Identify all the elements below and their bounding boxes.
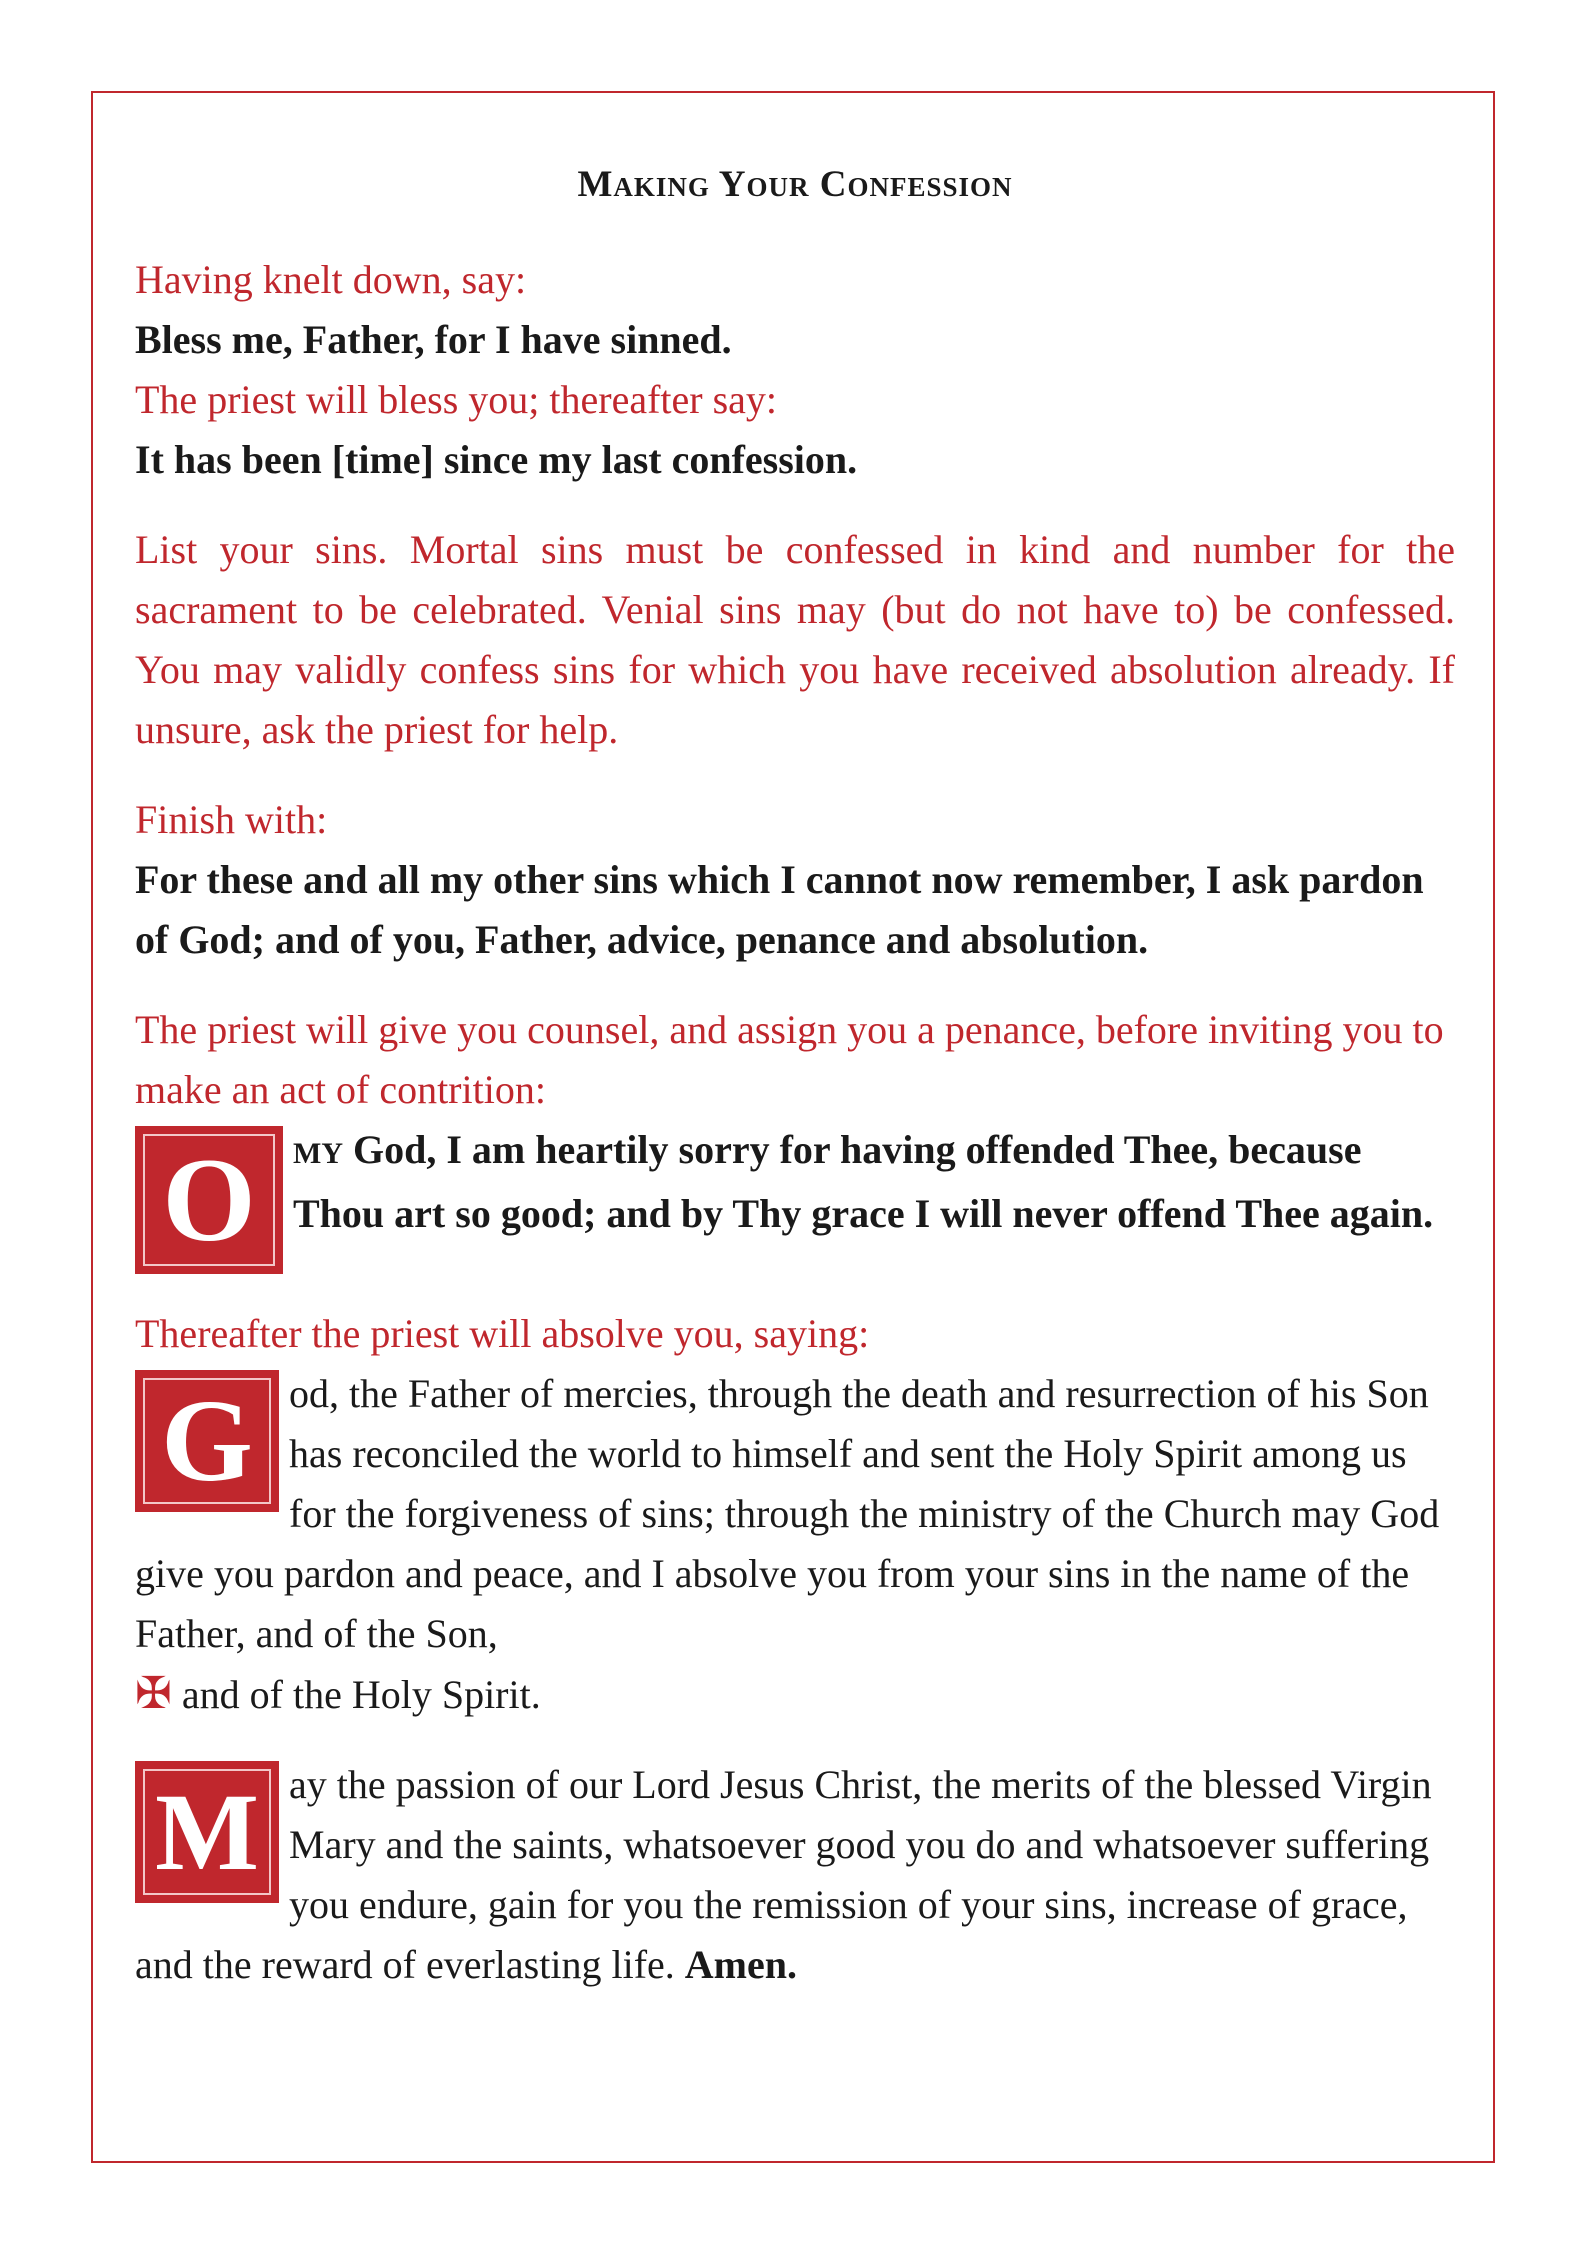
final-prayer [135,1755,1455,1995]
act-of-contrition [135,1120,1455,1274]
cross-icon: ✠ [135,1669,172,1718]
final-prayer-text: ay the passion of our Lord Jesus Christ, the merits of the blessed Virgin Mary and the saints, whatsoever good you do and whatsoever suffering you endure, gain for you the remission of your sins, increase of grace, and the reward of everlasting life. [135,1762,1432,1987]
rubric-knelt: Having knelt down, say: [135,257,527,302]
dropcap-m-icon: M [135,1761,279,1903]
document-body [135,160,1455,1995]
response-pardon: For these and all my other sins which I cannot now remember, I ask pardon of God; and of you, Father, advice, penance and absolution. [135,857,1424,962]
rubric-absolve: Thereafter the priest will absolve you, saying: [135,1311,870,1356]
rubric-list-sins: List your sins. Mortal sins must be confessed in kind and number for the sacrament to be celebrated. Venial sins may (but do not have to) be confessed. You may validly confess sins for which you have received absolution already. If unsure, ask the priest for help. [135,527,1455,752]
dropcap-o-icon: O [135,1126,283,1274]
response-time: It has been [time] since my last confession. [135,437,858,482]
rubric-counsel: The priest will give you counsel, and assign you a penance, before inviting you to make an act of contrition: [135,1007,1444,1112]
absolution-prayer [135,1364,1455,1725]
dropcap-g-icon: G [135,1370,279,1512]
absolution-end: and of the Holy Spirit. [171,1672,541,1717]
response-bless: Bless me, Father, for I have sinned. [135,317,732,362]
page-title: MAKING YOUR CONFESSION [577,164,1013,205]
contrition-text: God, I am heartily sorry for having offended Thee, because Thou art so good; and by Thy grace I will never offend Thee again. [293,1127,1434,1236]
amen: Amen. [684,1942,797,1987]
rubric-priest-bless: The priest will bless you; thereafter say: [135,377,778,422]
absolution-text: od, the Father of mercies, through the death and resurrection of his Son has reconciled the world to himself and sent the Holy Spirit among us for the forgiveness of sins; through the ministry of the Church may God give you pardon and peace, and I absolve you from your sins in the name of the Father, and of the Son, [135,1371,1440,1656]
rubric-finish: Finish with: [135,797,328,842]
smallcaps-my: MY [293,1137,343,1170]
